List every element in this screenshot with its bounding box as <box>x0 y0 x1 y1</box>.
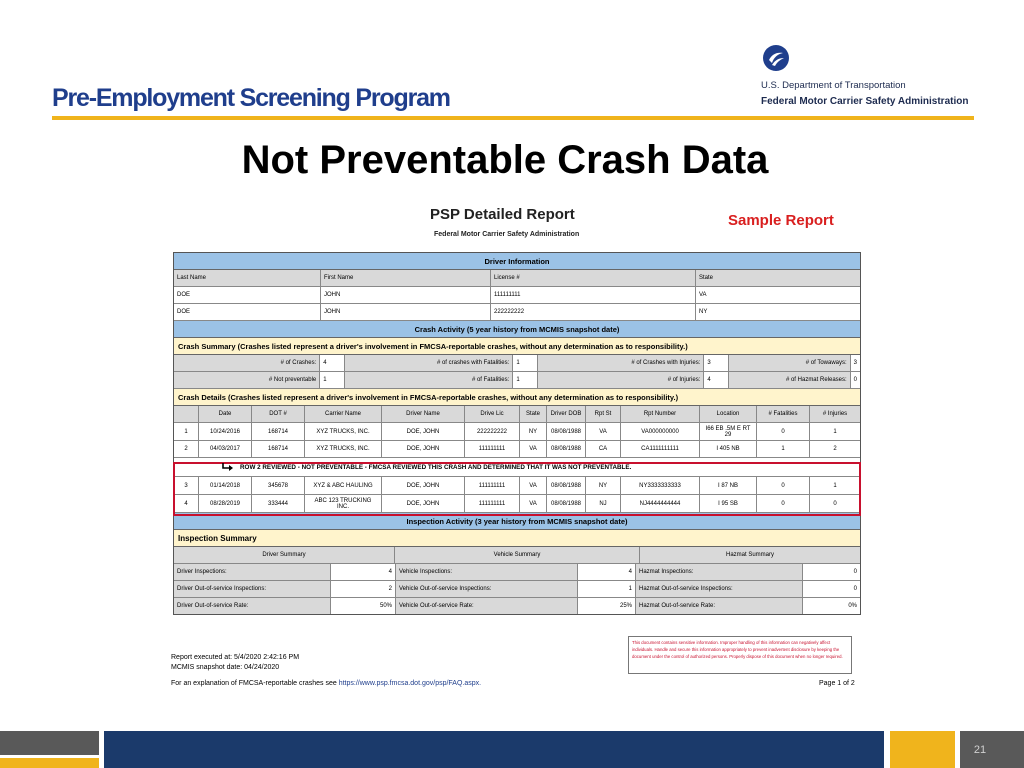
col-header: State <box>520 406 547 422</box>
cell: XYZ TRUCKS, INC. <box>305 423 382 440</box>
cell: ABC 123 TRUCKING INC. <box>305 495 382 512</box>
review-note: ROW 2 REVIEWED - NOT PREVENTABLE - FMCSA REVIEWED THIS CRASH AND DETERMINED THAT IT WAS NOT PREVENTABLE. <box>240 463 632 471</box>
col-header: Date <box>199 406 252 422</box>
inspection-value: 4 <box>331 564 396 580</box>
inspection-value: 0% <box>848 603 857 609</box>
cell: XYZ & ABC HAULING <box>305 477 382 494</box>
cell: 4 <box>174 495 199 512</box>
crash-summary-row <box>174 355 860 372</box>
group-header: Vehicle Summary <box>395 547 640 563</box>
inspection-value: 25% <box>578 598 636 614</box>
cell: 2 <box>174 441 199 457</box>
not-preventable-highlight <box>173 462 861 516</box>
col-header: Driver DOB <box>547 406 586 422</box>
summary-label: # of Hazmat Releases: <box>729 372 850 388</box>
report-subtitle: Federal Motor Carrier Safety Administration <box>434 231 580 238</box>
col-header: # Fatalities <box>757 406 810 422</box>
cell: 168714 <box>252 423 305 440</box>
cell: VA <box>520 477 547 494</box>
sensitive-info-warning: This document contains sensitive information. Improper handling of this information can negatively affect individuals. Handle and secure this information appropriately to prevent inadvertent disclosure by keeping the document under the control of authorized persons. Properly dispose of this document when no longer required. <box>628 636 852 674</box>
col-header: Drive Lic <box>465 406 520 422</box>
cell: 222222222 <box>491 304 696 320</box>
col-header: Carrier Name <box>305 406 382 422</box>
inspection-row <box>174 564 860 581</box>
cell: VA000000000 <box>621 423 700 440</box>
summary-label: # of Injuries: <box>538 372 704 388</box>
cell: 0 <box>757 423 810 440</box>
summary-value: 1 <box>513 372 538 388</box>
footer-gray-block <box>0 731 99 755</box>
col-header: First Name <box>321 270 491 286</box>
cell: I 95 SB <box>700 495 757 512</box>
cell: VA <box>520 495 547 512</box>
inspection-label: Vehicle Out-of-service Rate: <box>396 598 578 614</box>
inspection-label: Hazmat Out-of-service Inspections: <box>636 581 803 597</box>
crash-summary-row <box>174 372 860 389</box>
summary-value: 4 <box>320 355 345 371</box>
report-executed: Report executed at: 5/4/2020 2:42:16 PM <box>171 654 300 661</box>
table-row <box>174 441 860 458</box>
cell: DOE, JOHN <box>382 441 465 457</box>
footer-gold-block <box>890 731 955 768</box>
header-rule <box>52 116 974 120</box>
program-title: Pre-Employment Screening Program <box>52 84 450 112</box>
summary-label: # of Crashes: <box>174 355 320 371</box>
inspection-value: 50% <box>331 598 396 614</box>
cell: 1 <box>757 441 810 457</box>
col-header: # Injuries <box>822 411 848 417</box>
cell: VA <box>699 292 707 298</box>
summary-value: 4 <box>704 372 729 388</box>
agency-line-2: Federal Motor Carrier Safety Administration <box>761 96 969 107</box>
inspection-value: 0 <box>853 569 857 575</box>
cell: I 405 NB <box>700 441 757 457</box>
cell: 2 <box>833 446 837 452</box>
faq-link[interactable]: https://www.psp.fmcsa.dot.gov/psp/FAQ.aspx. <box>338 680 482 687</box>
cell: 111111111 <box>465 495 520 512</box>
cell: 08/08/1988 <box>547 423 586 440</box>
explanation-line <box>171 680 481 687</box>
cell: I66 EB .5M E RT 29 <box>700 423 757 440</box>
cell: 345678 <box>252 477 305 494</box>
cell: 08/08/1988 <box>547 495 586 512</box>
cell: 111111111 <box>465 477 520 494</box>
sample-report-label: Sample Report <box>728 212 834 229</box>
inspection-group-header-row <box>174 547 860 564</box>
driver-info-header-row <box>174 270 860 287</box>
crash-details-heading: Crash Details (Crashes listed represent a driver's involvement in FMCSA-reportable crashes, without any determination as to responsibility.) <box>174 389 860 406</box>
summary-value: 1 <box>513 355 538 371</box>
agency-line-1: U.S. Department of Transportation <box>761 80 906 91</box>
inspection-summary-heading: Inspection Summary <box>174 530 860 547</box>
inspection-value: 4 <box>578 564 636 580</box>
cell: DOE <box>174 304 321 320</box>
summary-label: # of Crashes with Injuries: <box>538 355 704 371</box>
cell: VA <box>586 423 621 440</box>
col-header: License # <box>491 270 696 286</box>
cell: XYZ TRUCKS, INC. <box>305 441 382 457</box>
col-header: Last Name <box>174 270 321 286</box>
cell: 111111111 <box>491 287 696 303</box>
group-header: Driver Summary <box>174 547 395 563</box>
summary-label: # Not preventable <box>174 372 320 388</box>
cell: I 87 NB <box>700 477 757 494</box>
slide-number: 21 <box>973 744 987 756</box>
cell: NY <box>699 309 708 315</box>
driver-info-heading: Driver Information <box>174 253 860 270</box>
inspection-label: Hazmat Out-of-service Rate: <box>636 598 803 614</box>
cell: NY3333333333 <box>621 477 700 494</box>
dot-logo-icon <box>763 45 789 71</box>
inspection-label: Driver Inspections: <box>174 564 331 580</box>
cell: NJ4444444444 <box>621 495 700 512</box>
cell: 04/03/2017 <box>199 441 252 457</box>
cell: JOHN <box>321 287 491 303</box>
summary-label: # of Towaways: <box>729 355 850 371</box>
col-header: Rpt Number <box>621 406 700 422</box>
cell: 1 <box>174 423 199 440</box>
col-header: State <box>699 275 714 281</box>
cell: DOE, JOHN <box>382 495 465 512</box>
cell: NY <box>586 477 621 494</box>
cell: 08/08/1988 <box>547 477 586 494</box>
table-row <box>174 287 860 304</box>
page-number: Page 1 of 2 <box>819 680 855 687</box>
cell: 333444 <box>252 495 305 512</box>
inspection-value: 2 <box>331 581 396 597</box>
arrow-right-icon <box>222 463 234 472</box>
summary-value: 3 <box>704 355 729 371</box>
cell: DOE, JOHN <box>382 423 465 440</box>
cell: 222222222 <box>465 423 520 440</box>
crash-details-header-row <box>174 406 860 423</box>
cell: JOHN <box>321 304 491 320</box>
col-header <box>174 406 199 422</box>
summary-value: 0 <box>853 377 858 383</box>
summary-value: 3 <box>853 360 858 366</box>
inspection-label: Driver Out-of-service Rate: <box>174 598 331 614</box>
summary-label: # of Fatalities: <box>345 372 513 388</box>
cell: CA1111111111 <box>621 441 700 457</box>
footer-blue-bar <box>104 731 884 768</box>
cell: CA <box>586 441 621 457</box>
inspection-activity-heading: Inspection Activity (3 year history from MCMIS snapshot date) <box>174 513 860 530</box>
inspection-label: Vehicle Inspections: <box>396 564 578 580</box>
footer-gold-strip <box>0 758 99 768</box>
cell: DOE <box>174 287 321 303</box>
summary-value: 1 <box>320 372 345 388</box>
cell: 08/28/2019 <box>199 495 252 512</box>
slide-title: Not Preventable Crash Data <box>241 138 769 182</box>
cell: 3 <box>174 477 199 494</box>
col-header: Rpt St <box>586 406 621 422</box>
cell: NJ <box>586 495 621 512</box>
explanation-text: For an explanation of FMCSA-reportable crashes see <box>171 680 337 687</box>
cell: 08/08/1988 <box>547 441 586 457</box>
cell: 0 <box>833 500 837 507</box>
snapshot-date: MCMIS snapshot date: 04/24/2020 <box>171 664 280 671</box>
col-header: Location <box>700 406 757 422</box>
inspection-label: Vehicle Out-of-service Inspections: <box>396 581 578 597</box>
table-row <box>174 423 860 441</box>
cell: 0 <box>757 495 810 512</box>
inspection-label: Driver Out-of-service Inspections: <box>174 581 331 597</box>
cell: NY <box>520 423 547 440</box>
inspection-value: 1 <box>578 581 636 597</box>
cell: DOE, JOHN <box>382 477 465 494</box>
inspection-row <box>174 581 860 598</box>
cell: 1 <box>833 428 837 435</box>
group-header: Hazmat Summary <box>725 552 774 558</box>
table-row <box>174 304 860 321</box>
cell: 0 <box>757 477 810 494</box>
crash-activity-heading: Crash Activity (5 year history from MCMIS snapshot date) <box>174 321 860 338</box>
crash-summary-heading: Crash Summary (Crashes listed represent a driver's involvement in FMCSA-reportable crashes, without any determination as to responsibility.) <box>174 338 860 355</box>
inspection-value: 0 <box>853 586 857 592</box>
cell: 1 <box>833 482 837 489</box>
report-title: PSP Detailed Report <box>430 206 575 223</box>
cell: 111111111 <box>465 441 520 457</box>
col-header: DOT # <box>252 406 305 422</box>
inspection-row <box>174 598 860 614</box>
cell: 10/24/2016 <box>199 423 252 440</box>
cell: 168714 <box>252 441 305 457</box>
col-header: Driver Name <box>382 406 465 422</box>
psp-report <box>173 252 861 615</box>
summary-label: # of crashes with Fatalities: <box>345 355 513 371</box>
cell: 01/14/2018 <box>199 477 252 494</box>
cell: VA <box>520 441 547 457</box>
inspection-label: Hazmat Inspections: <box>636 564 803 580</box>
